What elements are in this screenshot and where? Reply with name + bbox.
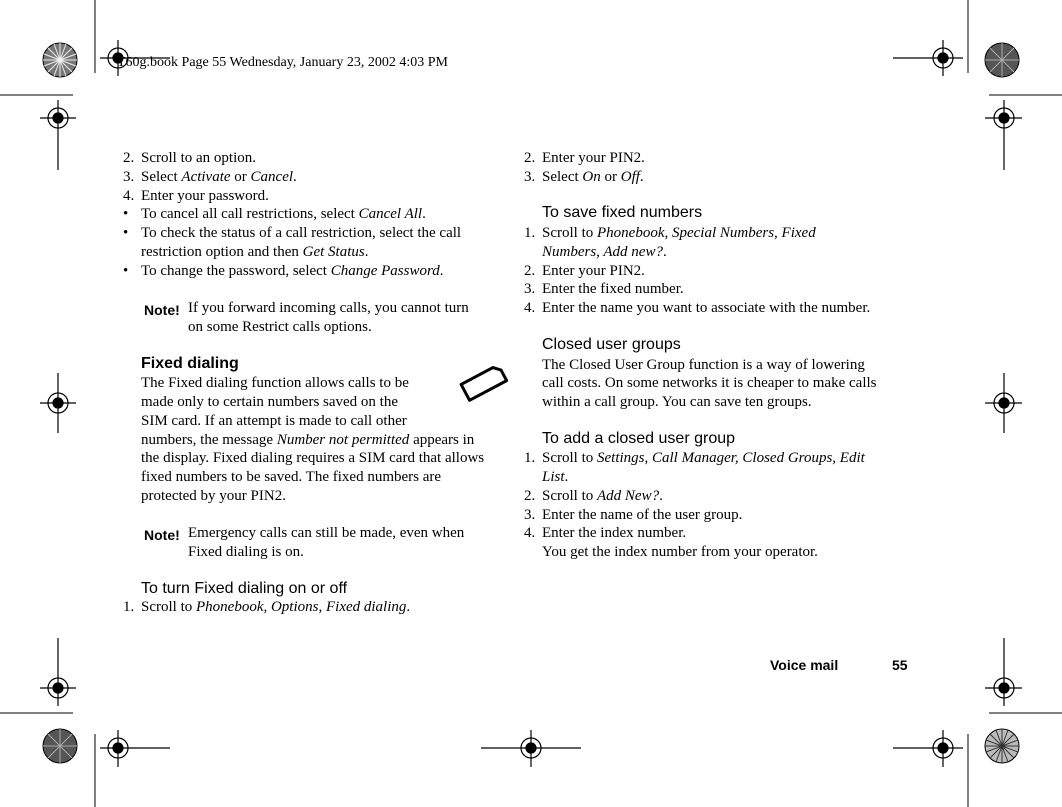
note-text: Fixed dialing is on. — [188, 544, 304, 560]
list-item: 3. Enter the name of the user group. — [524, 507, 743, 523]
list-item: 3. Select Activate or Cancel. — [123, 169, 297, 185]
paragraph-line: the display. Fixed dialing requires a SIM card that allows — [141, 450, 485, 466]
subsection-heading: To add a closed user group — [542, 430, 736, 447]
starburst-dial-icon — [985, 729, 1019, 763]
list-item: 2. Scroll to an option. — [123, 150, 256, 166]
bullet-item: • To cancel all call restrictions, select Cancel All. — [123, 206, 426, 222]
registration-target-icon — [40, 373, 76, 433]
list-item: 4. Enter the name you want to associate with the number. — [524, 300, 871, 316]
list-item: 1. Scroll to Settings, Call Manager, Closed Groups, Edit — [524, 450, 865, 466]
paragraph-line: protected by your PIN2. — [141, 488, 286, 504]
paragraph-line: fixed numbers to be saved. The fixed numbers are — [141, 469, 442, 485]
registration-target-icon — [40, 100, 76, 170]
note-label: Note! — [144, 302, 180, 318]
list-item: 4. Enter your password. — [123, 188, 269, 204]
list-item: 1. Scroll to Phonebook, Options, Fixed dialing. — [123, 599, 411, 615]
paragraph-line: within a call group. You can save ten groups. — [542, 394, 812, 410]
paragraph-line: SIM card. If an attempt is made to call other — [141, 413, 407, 429]
note-text: on some Restrict calls options. — [188, 319, 372, 335]
paragraph-line: The Fixed dialing function allows calls to be — [141, 375, 409, 391]
registration-target-icon — [40, 638, 76, 706]
list-item-continued: List. — [542, 469, 569, 485]
bullet-item: • To check the status of a call restriction, select the call — [123, 225, 462, 241]
sim-card-icon — [461, 365, 507, 401]
paragraph-line: numbers, the message Number not permitted appears in — [141, 432, 475, 448]
starburst-dial-icon — [43, 729, 77, 763]
note-text: If you forward incoming calls, you cannot turn — [188, 300, 469, 316]
registration-target-icon — [100, 730, 170, 767]
registration-target-icon — [893, 40, 963, 76]
registration-target-icon — [893, 730, 963, 767]
subsection-heading: To save fixed numbers — [542, 204, 703, 221]
registration-target-icon — [985, 100, 1022, 170]
book-header: T60g.book Page 55 Wednesday, January 23, 2002 4:03 PM — [117, 55, 448, 70]
list-item-continued: Numbers, Add new?. — [542, 244, 667, 260]
list-item-continued: You get the index number from your operator. — [542, 544, 818, 560]
registration-target-icon — [985, 638, 1022, 706]
bullet-item: • To change the password, select Change Password. — [123, 263, 444, 279]
page-number: 55 — [892, 657, 908, 673]
list-item: 4. Enter the index number. — [524, 525, 687, 541]
list-item: 2. Enter your PIN2. — [524, 150, 645, 166]
section-heading: Closed user groups — [542, 336, 681, 353]
section-heading: Fixed dialing — [141, 355, 239, 372]
registration-target-icon — [985, 373, 1022, 433]
bullet-item-continued: restriction option and then Get Status. — [141, 244, 369, 260]
list-item: 1. Scroll to Phonebook, Special Numbers, Fixed — [524, 225, 816, 241]
subsection-heading: To turn Fixed dialing on or off — [141, 580, 348, 597]
starburst-dial-icon — [43, 43, 77, 77]
registration-target-icon — [481, 730, 581, 767]
starburst-dial-icon — [985, 43, 1019, 77]
list-item: 3. Enter the fixed number. — [524, 281, 684, 297]
note-label: Note! — [144, 527, 180, 543]
footer-section-title: Voice mail — [770, 657, 839, 673]
paragraph-line: The Closed User Group function is a way of lowering — [542, 357, 865, 373]
list-item: 2. Enter your PIN2. — [524, 263, 645, 279]
list-item: 2. Scroll to Add New?. — [524, 488, 663, 504]
list-item: 3. Select On or Off. — [524, 169, 644, 185]
note-text: Emergency calls can still be made, even when — [188, 525, 465, 541]
paragraph-line: call costs. On some networks it is cheaper to make calls — [542, 375, 877, 391]
paragraph-line: made only to certain numbers saved on the — [141, 394, 399, 410]
